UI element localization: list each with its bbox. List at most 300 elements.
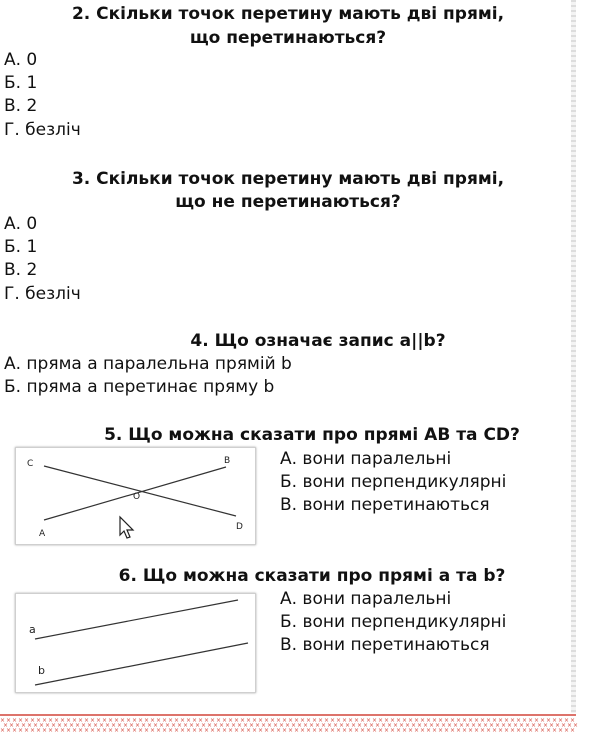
svg-text:×: × <box>222 727 228 734</box>
svg-text:×: × <box>246 717 252 724</box>
svg-text:×: × <box>120 717 126 724</box>
svg-text:×: × <box>87 722 93 729</box>
svg-text:×: × <box>108 727 114 734</box>
svg-text:×: × <box>60 727 66 734</box>
svg-text:×: × <box>294 727 300 734</box>
svg-text:×: × <box>516 727 522 734</box>
label-b: B <box>224 456 231 466</box>
svg-text:×: × <box>513 722 519 729</box>
svg-text:×: × <box>363 722 369 729</box>
svg-text:×: × <box>438 727 444 734</box>
svg-text:×: × <box>234 717 240 724</box>
svg-text:×: × <box>126 727 132 734</box>
svg-text:×: × <box>546 727 552 734</box>
svg-text:×: × <box>414 717 420 724</box>
svg-text:×: × <box>156 717 162 724</box>
svg-text:×: × <box>69 722 75 729</box>
svg-text:×: × <box>132 727 138 734</box>
svg-text:×: × <box>543 722 549 729</box>
svg-text:×: × <box>306 717 312 724</box>
svg-text:×: × <box>294 717 300 724</box>
question-4-option-a: А. пряма а паралельна прямій b <box>4 354 292 374</box>
svg-text:×: × <box>111 722 117 729</box>
svg-text:×: × <box>189 722 195 729</box>
svg-text:×: × <box>504 717 510 724</box>
svg-text:×: × <box>540 727 546 734</box>
svg-text:×: × <box>102 717 108 724</box>
svg-text:×: × <box>153 722 159 729</box>
svg-text:×: × <box>552 727 558 734</box>
svg-text:×: × <box>336 717 342 724</box>
svg-text:×: × <box>459 722 465 729</box>
svg-text:×: × <box>219 722 225 729</box>
svg-text:×: × <box>108 717 114 724</box>
svg-text:×: × <box>462 717 468 724</box>
svg-text:×: × <box>126 717 132 724</box>
svg-text:×: × <box>444 727 450 734</box>
svg-text:×: × <box>6 727 12 734</box>
svg-text:×: × <box>24 717 30 724</box>
svg-text:×: × <box>192 727 198 734</box>
svg-text:×: × <box>378 717 384 724</box>
svg-text:×: × <box>168 727 174 734</box>
svg-text:×: × <box>474 717 480 724</box>
svg-text:×: × <box>195 722 201 729</box>
label-b: b <box>38 664 45 677</box>
svg-text:×: × <box>384 717 390 724</box>
question-4-title: 4. Що означає запис a||b? <box>190 331 446 351</box>
mouse-cursor-icon <box>119 516 135 544</box>
svg-text:×: × <box>105 722 111 729</box>
svg-text:×: × <box>561 722 567 729</box>
line-b <box>35 643 248 685</box>
svg-text:×: × <box>57 722 63 729</box>
svg-text:×: × <box>21 722 27 729</box>
svg-text:×: × <box>291 722 297 729</box>
svg-text:×: × <box>72 727 78 734</box>
svg-text:×: × <box>54 717 60 724</box>
svg-text:×: × <box>240 727 246 734</box>
svg-text:×: × <box>72 717 78 724</box>
svg-text:×: × <box>228 727 234 734</box>
svg-text:×: × <box>324 717 330 724</box>
svg-text:×: × <box>330 717 336 724</box>
border-pattern <box>0 713 579 734</box>
svg-text:×: × <box>501 722 507 729</box>
svg-text:×: × <box>18 717 24 724</box>
svg-text:×: × <box>117 722 123 729</box>
svg-text:×: × <box>534 727 540 734</box>
svg-text:×: × <box>186 727 192 734</box>
question-3-option-c: В. 2 <box>4 260 38 280</box>
label-c: C <box>27 459 34 469</box>
svg-text:×: × <box>372 717 378 724</box>
svg-text:×: × <box>252 717 258 724</box>
svg-text:×: × <box>99 722 105 729</box>
svg-text:×: × <box>213 722 219 729</box>
svg-text:×: × <box>534 717 540 724</box>
svg-text:×: × <box>282 717 288 724</box>
svg-text:×: × <box>348 717 354 724</box>
svg-text:×: × <box>570 727 576 734</box>
svg-text:×: × <box>231 722 237 729</box>
label-a: a <box>29 623 36 636</box>
svg-text:×: × <box>147 722 153 729</box>
svg-text:×: × <box>258 717 264 724</box>
svg-text:×: × <box>48 717 54 724</box>
svg-text:×: × <box>420 727 426 734</box>
svg-text:×: × <box>297 722 303 729</box>
svg-text:×: × <box>426 727 432 734</box>
svg-text:×: × <box>264 717 270 724</box>
svg-text:×: × <box>354 727 360 734</box>
svg-text:×: × <box>234 727 240 734</box>
svg-text:×: × <box>510 717 516 724</box>
svg-text:×: × <box>486 717 492 724</box>
svg-text:×: × <box>174 727 180 734</box>
svg-text:×: × <box>462 727 468 734</box>
svg-text:×: × <box>30 717 36 724</box>
svg-text:×: × <box>288 717 294 724</box>
svg-text:×: × <box>300 717 306 724</box>
svg-text:×: × <box>186 717 192 724</box>
svg-text:×: × <box>483 722 489 729</box>
svg-text:×: × <box>267 722 273 729</box>
svg-text:×: × <box>135 722 141 729</box>
question-2-option-a: А. 0 <box>4 50 38 70</box>
svg-text:×: × <box>165 722 171 729</box>
svg-text:×: × <box>351 722 357 729</box>
svg-text:×: × <box>321 722 327 729</box>
svg-text:×: × <box>549 722 555 729</box>
svg-text:×: × <box>138 717 144 724</box>
svg-text:×: × <box>477 722 483 729</box>
svg-text:×: × <box>66 727 72 734</box>
svg-text:×: × <box>93 722 99 729</box>
svg-text:×: × <box>516 717 522 724</box>
svg-text:×: × <box>36 717 42 724</box>
svg-text:×: × <box>252 727 258 734</box>
intersecting-lines-diagram <box>16 448 255 544</box>
svg-text:×: × <box>75 722 81 729</box>
svg-text:×: × <box>369 722 375 729</box>
svg-text:×: × <box>138 727 144 734</box>
svg-text:×: × <box>411 722 417 729</box>
svg-text:×: × <box>480 727 486 734</box>
svg-text:×: × <box>510 727 516 734</box>
label-o: O <box>133 492 141 502</box>
svg-text:×: × <box>216 727 222 734</box>
svg-text:×: × <box>60 717 66 724</box>
svg-text:×: × <box>408 727 414 734</box>
svg-text:×: × <box>525 722 531 729</box>
svg-text:×: × <box>84 717 90 724</box>
question-4-option-b: Б. пряма а перетинає пряму b <box>4 377 275 397</box>
question-6-option-c: В. вони перетинаються <box>280 635 490 655</box>
svg-text:×: × <box>81 722 87 729</box>
svg-text:×: × <box>180 717 186 724</box>
svg-text:×: × <box>324 727 330 734</box>
svg-text:×: × <box>558 717 564 724</box>
svg-text:×: × <box>453 722 459 729</box>
svg-text:×: × <box>399 722 405 729</box>
svg-text:×: × <box>192 717 198 724</box>
svg-text:×: × <box>282 727 288 734</box>
svg-text:×: × <box>141 722 147 729</box>
svg-text:×: × <box>270 717 276 724</box>
svg-text:×: × <box>360 727 366 734</box>
svg-text:×: × <box>12 727 18 734</box>
svg-text:×: × <box>540 717 546 724</box>
svg-text:×: × <box>357 722 363 729</box>
svg-text:×: × <box>528 717 534 724</box>
svg-text:×: × <box>384 727 390 734</box>
svg-text:×: × <box>24 727 30 734</box>
svg-text:×: × <box>429 722 435 729</box>
svg-text:×: × <box>129 722 135 729</box>
svg-text:×: × <box>426 717 432 724</box>
svg-text:×: × <box>222 717 228 724</box>
svg-text:×: × <box>3 722 9 729</box>
svg-text:×: × <box>522 717 528 724</box>
svg-text:×: × <box>18 727 24 734</box>
svg-text:×: × <box>312 727 318 734</box>
svg-text:×: × <box>423 722 429 729</box>
svg-text:×: × <box>387 722 393 729</box>
svg-text:×: × <box>15 722 21 729</box>
svg-text:×: × <box>531 722 537 729</box>
svg-text:×: × <box>42 727 48 734</box>
svg-text:×: × <box>204 727 210 734</box>
svg-text:×: × <box>432 717 438 724</box>
question-6-option-b: Б. вони перпендикулярні <box>280 612 507 632</box>
svg-text:×: × <box>132 717 138 724</box>
right-edge-border <box>571 0 576 713</box>
svg-text:×: × <box>378 727 384 734</box>
svg-text:×: × <box>498 717 504 724</box>
svg-text:×: × <box>441 722 447 729</box>
svg-text:×: × <box>102 727 108 734</box>
svg-text:×: × <box>360 717 366 724</box>
svg-text:×: × <box>354 717 360 724</box>
svg-text:×: × <box>51 722 57 729</box>
svg-text:×: × <box>63 722 69 729</box>
svg-text:×: × <box>114 717 120 724</box>
svg-text:×: × <box>150 727 156 734</box>
svg-text:×: × <box>492 717 498 724</box>
question-5-figure <box>15 447 256 545</box>
svg-text:×: × <box>96 727 102 734</box>
svg-text:×: × <box>285 722 291 729</box>
svg-text:×: × <box>417 722 423 729</box>
svg-text:×: × <box>468 727 474 734</box>
question-6-option-a: А. вони паралельні <box>280 589 452 609</box>
svg-text:×: × <box>390 727 396 734</box>
question-3-title-line2: що не перетинаються? <box>175 192 401 212</box>
svg-text:×: × <box>342 727 348 734</box>
svg-text:×: × <box>6 717 12 724</box>
label-a: A <box>39 529 46 539</box>
svg-text:×: × <box>381 722 387 729</box>
svg-text:×: × <box>336 727 342 734</box>
question-5-option-c: В. вони перетинаються <box>280 495 490 515</box>
svg-text:×: × <box>402 727 408 734</box>
svg-text:×: × <box>123 722 129 729</box>
svg-text:×: × <box>372 727 378 734</box>
svg-text:×: × <box>78 717 84 724</box>
svg-text:×: × <box>39 722 45 729</box>
svg-text:×: × <box>474 727 480 734</box>
svg-text:×: × <box>528 727 534 734</box>
question-3-title-line1: 3. Скільки точок перетину мають дві прямі, <box>71 169 505 189</box>
svg-text:×: × <box>504 727 510 734</box>
svg-text:×: × <box>78 727 84 734</box>
question-2-option-d: Г. безліч <box>4 120 81 140</box>
svg-text:×: × <box>27 722 33 729</box>
svg-text:×: × <box>507 722 513 729</box>
svg-text:×: × <box>414 727 420 734</box>
svg-text:×: × <box>312 717 318 724</box>
svg-text:×: × <box>450 717 456 724</box>
svg-text:×: × <box>570 717 576 724</box>
svg-text:×: × <box>270 727 276 734</box>
svg-text:×: × <box>468 717 474 724</box>
svg-text:×: × <box>36 727 42 734</box>
svg-text:×: × <box>408 717 414 724</box>
svg-text:×: × <box>552 717 558 724</box>
svg-text:×: × <box>42 717 48 724</box>
svg-text:×: × <box>420 717 426 724</box>
svg-text:×: × <box>444 717 450 724</box>
svg-text:×: × <box>84 727 90 734</box>
parallel-lines-diagram <box>16 594 255 692</box>
svg-text:×: × <box>402 717 408 724</box>
svg-text:×: × <box>564 717 570 724</box>
svg-text:×: × <box>567 722 573 729</box>
svg-text:×: × <box>447 722 453 729</box>
question-3-option-b: Б. 1 <box>4 237 38 257</box>
svg-text:×: × <box>432 727 438 734</box>
svg-text:×: × <box>0 717 6 724</box>
svg-text:×: × <box>144 717 150 724</box>
svg-text:×: × <box>333 722 339 729</box>
svg-text:×: × <box>183 722 189 729</box>
svg-text:×: × <box>30 727 36 734</box>
svg-text:×: × <box>315 722 321 729</box>
svg-text:×: × <box>150 717 156 724</box>
svg-text:×: × <box>210 717 216 724</box>
svg-text:×: × <box>348 727 354 734</box>
svg-text:×: × <box>225 722 231 729</box>
svg-text:×: × <box>246 727 252 734</box>
svg-text:×: × <box>210 727 216 734</box>
svg-text:×: × <box>327 722 333 729</box>
svg-text:×: × <box>258 727 264 734</box>
svg-text:×: × <box>555 722 561 729</box>
svg-text:×: × <box>489 722 495 729</box>
question-5-option-b: Б. вони перпендикулярні <box>280 472 507 492</box>
svg-text:×: × <box>309 722 315 729</box>
svg-text:×: × <box>492 727 498 734</box>
svg-text:×: × <box>198 727 204 734</box>
svg-text:×: × <box>546 717 552 724</box>
svg-text:×: × <box>261 722 267 729</box>
svg-text:×: × <box>330 727 336 734</box>
svg-text:×: × <box>144 727 150 734</box>
svg-text:×: × <box>96 717 102 724</box>
svg-text:×: × <box>306 727 312 734</box>
svg-text:×: × <box>375 722 381 729</box>
svg-text:×: × <box>342 717 348 724</box>
question-2-title-line1: 2. Скільки точок перетину мають дві прямі, <box>71 4 505 24</box>
svg-text:×: × <box>12 717 18 724</box>
svg-text:×: × <box>345 722 351 729</box>
svg-text:×: × <box>288 727 294 734</box>
svg-text:×: × <box>465 722 471 729</box>
bottom-decorative-border <box>0 713 579 734</box>
label-d: D <box>236 522 243 532</box>
svg-text:×: × <box>303 722 309 729</box>
svg-text:×: × <box>114 727 120 734</box>
svg-text:×: × <box>471 722 477 729</box>
svg-text:×: × <box>396 717 402 724</box>
svg-text:×: × <box>174 717 180 724</box>
svg-text:×: × <box>405 722 411 729</box>
svg-text:×: × <box>156 727 162 734</box>
svg-text:×: × <box>450 727 456 734</box>
svg-text:×: × <box>90 717 96 724</box>
svg-text:×: × <box>318 717 324 724</box>
svg-text:×: × <box>366 727 372 734</box>
svg-text:×: × <box>276 717 282 724</box>
svg-text:×: × <box>207 722 213 729</box>
svg-text:×: × <box>162 727 168 734</box>
svg-text:×: × <box>537 722 543 729</box>
svg-text:×: × <box>564 727 570 734</box>
svg-text:×: × <box>171 722 177 729</box>
svg-text:×: × <box>240 717 246 724</box>
svg-text:×: × <box>498 727 504 734</box>
svg-text:×: × <box>519 722 525 729</box>
line-a <box>35 600 238 639</box>
svg-text:×: × <box>159 722 165 729</box>
svg-text:×: × <box>237 722 243 729</box>
svg-text:×: × <box>168 717 174 724</box>
svg-text:×: × <box>0 727 6 734</box>
line-cd <box>44 466 236 516</box>
svg-text:×: × <box>198 717 204 724</box>
svg-text:×: × <box>435 722 441 729</box>
svg-text:×: × <box>66 717 72 724</box>
svg-text:×: × <box>273 722 279 729</box>
svg-text:×: × <box>255 722 261 729</box>
svg-text:×: × <box>216 717 222 724</box>
question-2-option-c: В. 2 <box>4 96 38 116</box>
question-3-option-a: А. 0 <box>4 214 38 234</box>
svg-text:×: × <box>390 717 396 724</box>
svg-text:×: × <box>162 717 168 724</box>
svg-text:×: × <box>480 717 486 724</box>
svg-text:×: × <box>9 722 15 729</box>
question-6-figure <box>15 593 256 693</box>
svg-text:×: × <box>264 727 270 734</box>
svg-text:×: × <box>300 727 306 734</box>
svg-text:×: × <box>573 722 579 729</box>
question-5-option-a: А. вони паралельні <box>280 449 452 469</box>
svg-text:×: × <box>249 722 255 729</box>
svg-text:×: × <box>120 727 126 734</box>
svg-text:×: × <box>276 727 282 734</box>
